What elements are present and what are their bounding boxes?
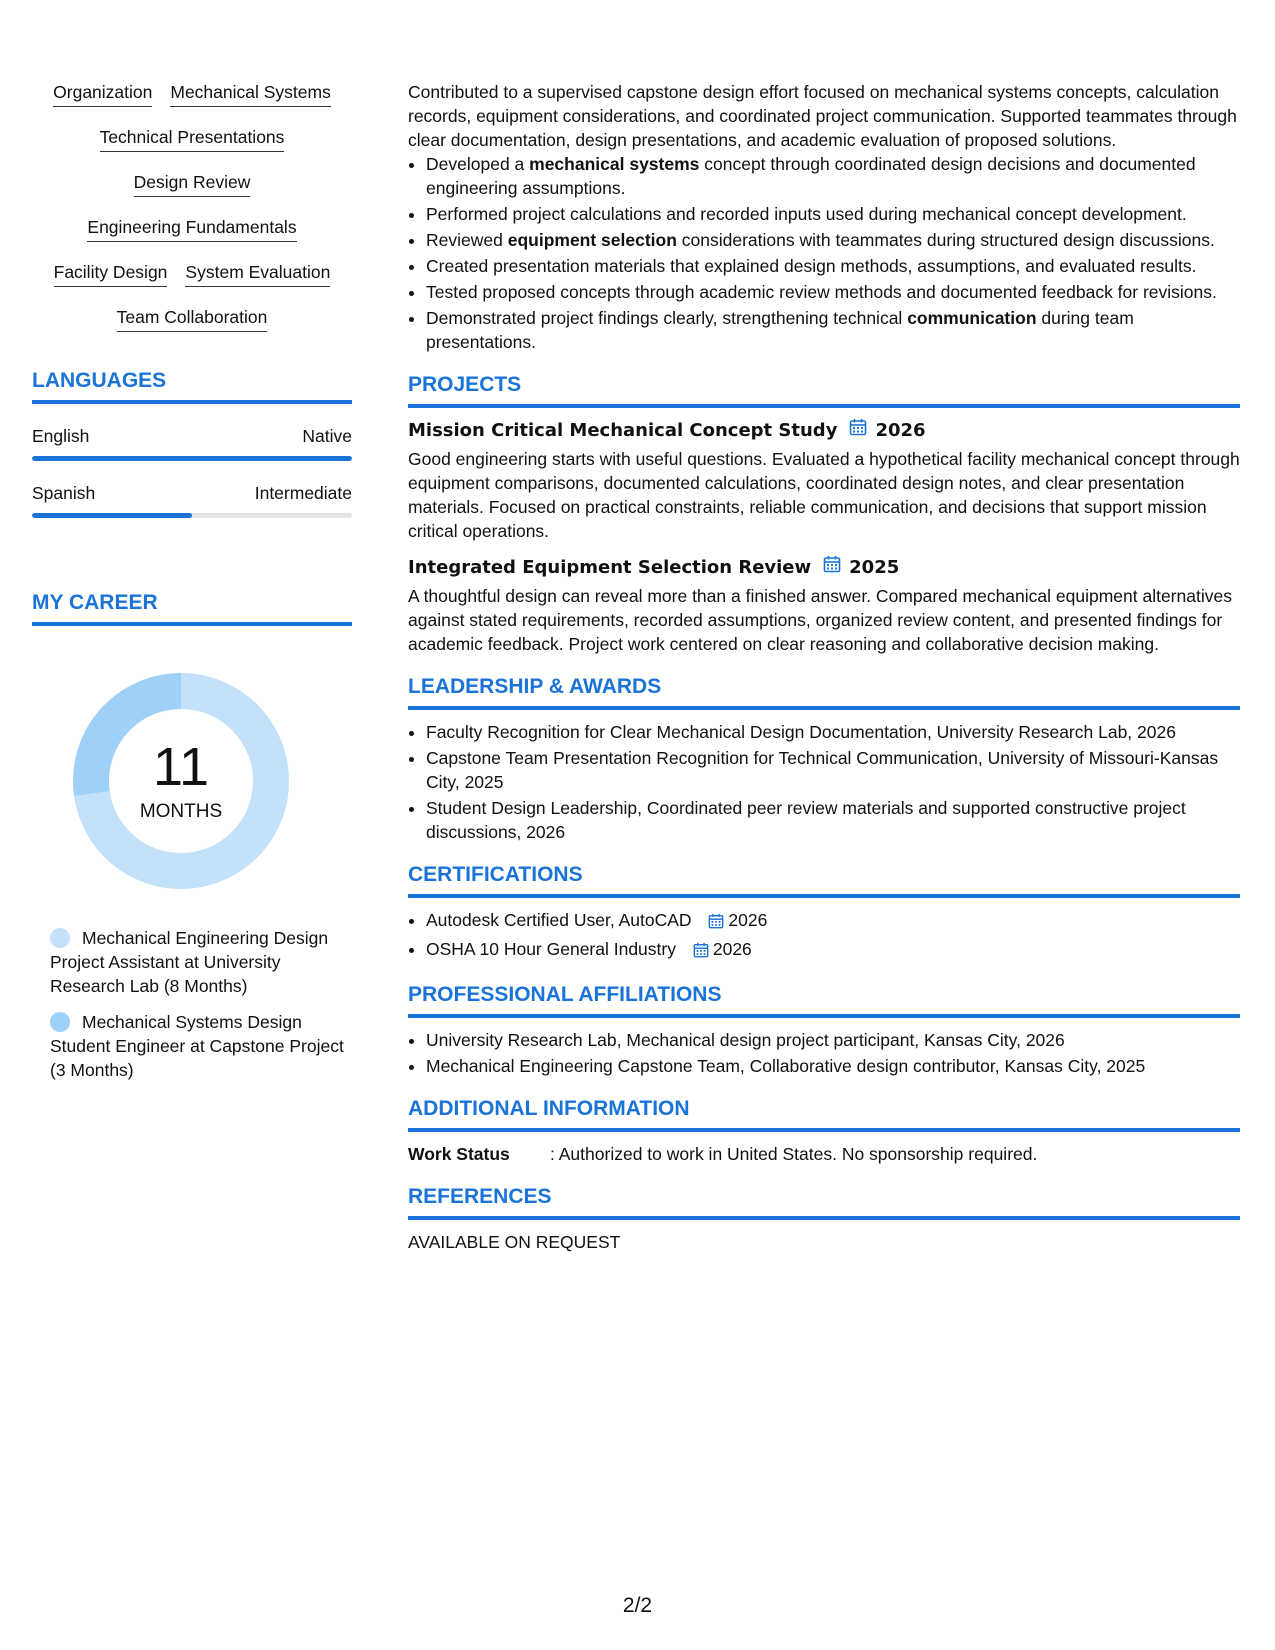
legend-dot <box>50 928 70 948</box>
affiliation-item: • Mechanical Engineering Capstone Team, Collaborative design contributor, Kansas City, 2025 <box>426 1054 1240 1078</box>
career-legend <box>32 926 352 1082</box>
certification-item <box>426 937 1240 964</box>
project-year: 2026 <box>875 419 926 441</box>
certification-item <box>426 908 1240 935</box>
affiliation-item: • University Research Lab, Mechanical design project participant, Kansas City, 2026 <box>426 1028 1240 1052</box>
career-legend-label: Mechanical Systems Design Student Engineer at Capstone Project (3 Months) <box>50 1012 344 1080</box>
work-status-row <box>408 1142 1240 1166</box>
page-number: 2/2 <box>622 1594 653 1617</box>
career-donut <box>66 666 296 896</box>
project-item <box>408 418 1240 543</box>
additional-info-title: ADDITIONAL INFORMATION <box>408 1096 1240 1132</box>
language-bar <box>32 456 352 461</box>
language-item <box>32 424 352 461</box>
career-legend-item <box>50 926 352 998</box>
career-total-unit: MONTHS <box>139 801 223 822</box>
calendar-icon <box>693 940 709 964</box>
right-column <box>408 80 1240 1254</box>
skill-row <box>32 80 352 107</box>
bullet-text: concept through coordinated design decisions and documented engineering assumptions. <box>426 154 1196 198</box>
leadership-item: • Student Design Leadership, Coordinated peer review materials and supported constructive project discussions, 2026 <box>426 796 1240 844</box>
certification-name: Autodesk Certified User, AutoCAD <box>426 910 692 930</box>
project-description: A thoughtful design can reveal more than a finished answer. Compared mechanical equipment alternatives against stated requirements, recorded assumptions, organized review content, and presented findings for academic feedback. Project work centered on clear reasoning and collaborative decision making. <box>408 586 1232 654</box>
certification-name: OSHA 10 Hour General Industry <box>426 939 676 959</box>
skill-row <box>32 305 352 332</box>
references-text: AVAILABLE ON REQUEST <box>408 1232 621 1252</box>
leadership-item: • Capstone Team Presentation Recognition for Technical Communication, University of Missouri-Kansas City, 2025 <box>426 746 1240 794</box>
certifications-title: CERTIFICATIONS <box>408 862 1240 898</box>
skill-row <box>32 170 352 197</box>
bullet-bold: mechanical systems <box>529 154 700 174</box>
career-legend-label: Mechanical Engineering Design Project Assistant at University Research Lab (8 Months) <box>50 928 329 996</box>
skill-row <box>32 125 352 152</box>
bullet-text: Developed a <box>426 154 530 174</box>
experience-bullet <box>426 152 1240 200</box>
bullet-text: Demonstrated project findings clearly, strengthening technical <box>426 308 908 328</box>
skill-tag: Team Collaboration <box>117 305 268 332</box>
experience-bullet <box>426 202 1240 226</box>
language-bar-fill <box>32 513 192 518</box>
bullet-text: Reviewed <box>426 230 508 250</box>
bullet-text: during team presentations. <box>426 308 1134 352</box>
projects-title: PROJECTS <box>408 372 1240 408</box>
skill-tag: Organization <box>53 80 152 107</box>
skills-list <box>32 80 352 332</box>
experience-bullet <box>426 306 1240 354</box>
work-status-label: Work Status <box>408 1144 510 1164</box>
languages-title: LANGUAGES <box>32 368 352 404</box>
career-total-value: 11 <box>152 737 210 797</box>
language-bar-fill <box>32 456 352 461</box>
bullet-bold: communication <box>907 308 1037 328</box>
affiliations-list <box>408 1028 1240 1078</box>
language-bar <box>32 513 352 518</box>
experience-bullet <box>426 280 1240 304</box>
bullet-text: Performed project calculations and recorded inputs used during mechanical concept development. <box>426 204 1187 224</box>
career-title: MY CAREER <box>32 590 352 626</box>
project-year: 2025 <box>849 556 900 578</box>
work-status-value: : Authorized to work in United States. No sponsorship required. <box>550 1144 1038 1164</box>
skill-tag: Mechanical Systems <box>170 80 330 107</box>
experience-bullet <box>426 254 1240 278</box>
skill-tag: Technical Presentations <box>100 125 285 152</box>
certification-year: 2026 <box>728 910 768 930</box>
experience-bullets <box>408 152 1240 354</box>
language-level: Intermediate <box>254 483 352 503</box>
project-name: Mission Critical Mechanical Concept Study <box>408 419 838 441</box>
calendar-icon <box>849 418 867 443</box>
leadership-item: • Faculty Recognition for Clear Mechanical Design Documentation, University Research Lab, 2026 <box>426 720 1240 744</box>
bullet-text: considerations with teammates during structured design discussions. <box>676 230 1215 250</box>
legend-dot <box>50 1012 70 1032</box>
bullet-text: Created presentation materials that explained design methods, assumptions, and evaluated results. <box>426 256 1197 276</box>
career-legend-item <box>50 1010 352 1082</box>
experience-summary: Contributed to a supervised capstone design effort focused on mechanical systems concepts, calculation records, equipment considerations, and coordinated project communication. Supported teammates through clear documentation, design presentations, and academic evaluation of proposed solutions. <box>408 82 1237 150</box>
skill-tag: Facility Design <box>54 260 168 287</box>
references-title: REFERENCES <box>408 1184 1240 1220</box>
skill-row <box>32 215 352 242</box>
calendar-icon <box>823 555 841 580</box>
language-name: English <box>32 426 90 446</box>
project-description: Good engineering starts with useful questions. Evaluated a hypothetical facility mechanical concept through equipment comparisons, documented calculations, coordinated design notes, and clear presentation materials. Focused on practical constraints, reliable communication, and decisions that support mission critical operations. <box>408 449 1240 541</box>
bullet-text: Tested proposed concepts through academic review methods and documented feedback for revisions. <box>426 282 1217 302</box>
language-name: Spanish <box>32 483 96 503</box>
affiliations-title: PROFESSIONAL AFFILIATIONS <box>408 982 1240 1018</box>
calendar-icon <box>708 911 724 935</box>
bullet-bold: equipment selection <box>507 230 677 250</box>
skill-row <box>32 260 352 287</box>
skill-tag: Engineering Fundamentals <box>87 215 296 242</box>
project-name: Integrated Equipment Selection Review <box>408 556 812 578</box>
leadership-list <box>408 720 1240 844</box>
certification-year: 2026 <box>712 939 752 959</box>
left-column <box>32 80 352 1094</box>
experience-bullet <box>426 228 1240 252</box>
leadership-title: LEADERSHIP & AWARDS <box>408 674 1240 710</box>
language-item <box>32 481 352 518</box>
skill-tag: System Evaluation <box>185 260 330 287</box>
language-level: Native <box>302 426 352 446</box>
project-item <box>408 555 1240 656</box>
certifications-list <box>408 908 1240 964</box>
skill-tag: Design Review <box>134 170 251 197</box>
